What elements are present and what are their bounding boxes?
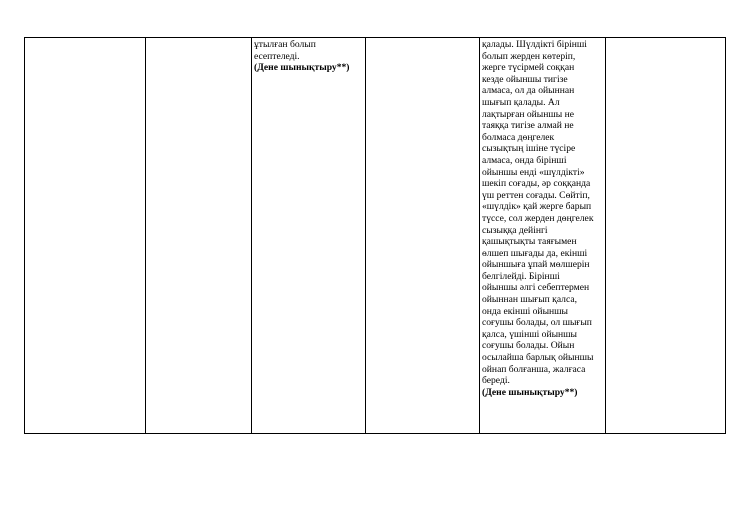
table-cell-3 [252, 38, 366, 434]
lesson-plan-table [24, 37, 726, 434]
text-line: шекіп соғады, әр соққанда [482, 178, 591, 190]
text-line: соғушы болады, ол шығып [482, 317, 592, 329]
text-line: кезде ойыншы тигізе [482, 73, 568, 85]
text-line: ұтылған болып [254, 39, 316, 50]
text-line: ойыншыға ұпай мөлшерін [482, 259, 590, 271]
text-line: болмаса дөңгелек [482, 131, 555, 143]
cell-5-text [480, 38, 605, 398]
cell-3-text [252, 38, 365, 74]
text-line: үш реттен соғады. Сөйтіп, [482, 189, 590, 201]
table-cell-4 [366, 38, 480, 434]
subject-note: (Дене шынықтыру**) [254, 62, 350, 74]
text-line: лақтырған ойыншы не [482, 108, 575, 120]
text-line: түссе, сол жерден дөңгелек [482, 212, 594, 224]
table-cell-2 [146, 38, 252, 434]
table-row [25, 38, 726, 434]
text-line: есептеледі. [254, 50, 300, 62]
text-line: ойыншы әлгі себептермен [482, 282, 590, 294]
text-line: сызыққа дейінгі [482, 224, 548, 236]
text-line: шығып қалады. Ал [482, 96, 560, 108]
text-line: онда екінші ойыншы [482, 305, 568, 317]
text-line: қалады. Шүлдікті бірінші [482, 39, 587, 50]
text-line: соғушы болады. Ойын [482, 340, 575, 352]
text-line: алмаса, ол да ойыннан [482, 85, 575, 97]
text-line: таяққа тигізе алмай не [482, 120, 574, 132]
subject-note: (Дене шынықтыру**) [482, 386, 578, 398]
text-line: ойыннан шығып қалса, [482, 294, 578, 306]
text-line: ойнап болғанша, жалғаса [482, 363, 586, 375]
text-line: ойыншы енді «шүлдікті» [482, 166, 585, 178]
text-line: белгілейді. Бірінші [482, 270, 560, 282]
text-line: болып жерден көтеріп, [482, 50, 576, 62]
text-line: алмаса, онда бірінші [482, 154, 567, 166]
text-line: осылайша барлық ойыншы [482, 352, 594, 364]
table-cell-1 [25, 38, 146, 434]
text-line: береді. [482, 375, 510, 387]
table-cell-5 [480, 38, 606, 434]
table-cell-6 [606, 38, 726, 434]
text-line: «шүлдік» қай жерге барып [482, 201, 592, 213]
text-line: сызықтың ішіне түсіре [482, 143, 576, 155]
text-line: жерге түсірмей соққан [482, 62, 575, 74]
text-line: қашықтықты таяғымен [482, 236, 577, 248]
text-line: қалса, үшінші ойыншы [482, 328, 578, 340]
text-line: өлшеп шығады да, екінші [482, 247, 588, 259]
